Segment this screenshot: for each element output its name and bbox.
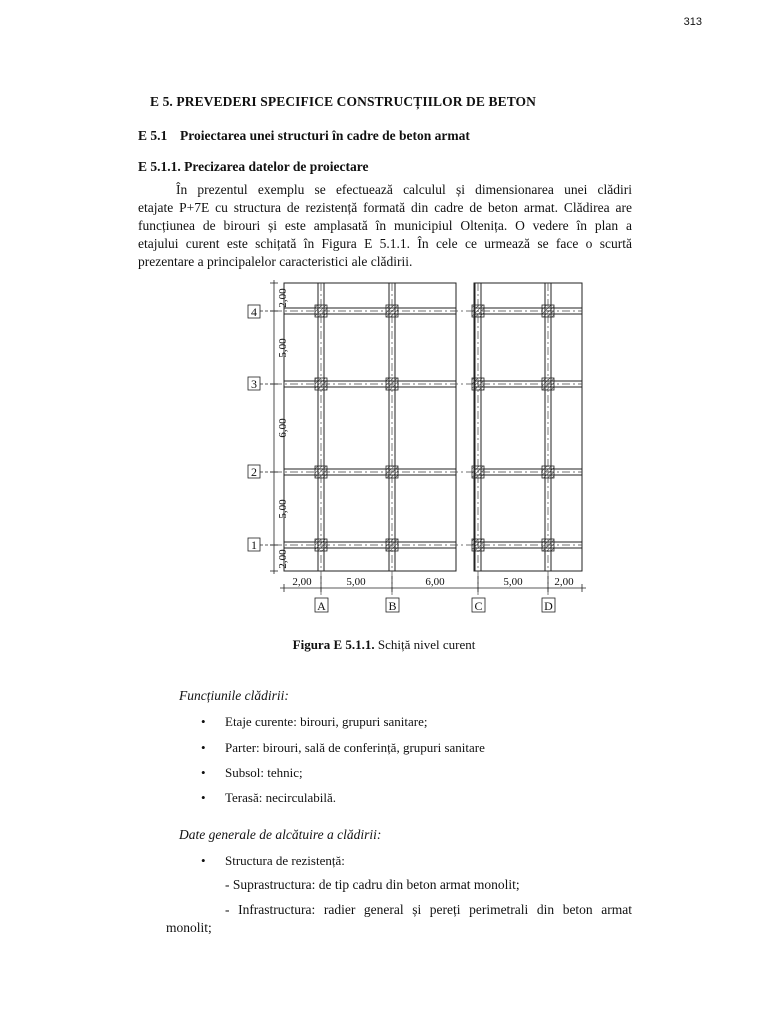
bullet-symbol: •: [201, 765, 206, 780]
section-title: Precizarea datelor de proiectare: [184, 159, 369, 174]
slab-left: [284, 283, 456, 571]
chapter-heading: E 5. PREVEDERI SPECIFICE CONSTRUCȚIILOR DE BETON: [150, 94, 537, 109]
dim-v-4: 5,00: [277, 499, 289, 519]
dim-v-1: 2,00: [277, 288, 289, 308]
column-B4: [386, 305, 398, 317]
column-A4: [315, 305, 327, 317]
general-data-title: Date generale de alcătuire a clădirii:: [179, 827, 382, 842]
column-D3: [542, 378, 554, 390]
beams-vertical: [318, 283, 551, 571]
intro-paragraph: [138, 181, 632, 271]
slab-right: [474, 283, 582, 571]
row-label-4: 4: [251, 305, 257, 319]
dim-v-5: 2,00: [277, 549, 289, 569]
dim-v-3: 6,00: [277, 418, 289, 438]
col-label-B: B: [388, 599, 397, 613]
section-title: Proiectarea unei structuri în cadre de beton armat: [180, 128, 470, 143]
column-D4: [542, 305, 554, 317]
column-C1: [472, 539, 484, 551]
paragraph-line: prezentare a principalelor caracteristici ale clădirii.: [138, 254, 413, 269]
section-number: E 5.1.1.: [138, 159, 181, 174]
list-item-text: Structura de rezistență:: [225, 853, 345, 868]
dim-v-2: 5,00: [277, 338, 289, 358]
paragraph-line: În prezentul exemplu se efectuează calculul și dimensionarea unei clădiri: [176, 182, 632, 197]
column-A1: [315, 539, 327, 551]
functions-title: Funcțiunile clădirii:: [179, 688, 289, 703]
dim-h-3: 6,00: [425, 576, 445, 588]
bullet-symbol: •: [201, 853, 206, 868]
section-heading-5-1: [138, 128, 470, 144]
column-B1: [386, 539, 398, 551]
paragraph-line: funcțiunea de birouri și este amplasată în municipiul Oltenița. O vedere în plan a: [138, 218, 632, 233]
column-A2: [315, 466, 327, 478]
horizontal-dimensions: [292, 576, 574, 588]
row-label-3: 3: [251, 377, 257, 391]
column-D1: [542, 539, 554, 551]
bullet-symbol: •: [201, 740, 206, 755]
paragraph-line: etajului curent este schițată în Figura E 5.1.1. În cele ce urmează se face o scurtă: [138, 236, 632, 251]
column-B2: [386, 466, 398, 478]
col-label-A: A: [317, 599, 326, 613]
section-heading-5-1-1: [138, 159, 368, 175]
infrastructure-paragraph: [166, 901, 632, 937]
floor-plan-figure: [236, 276, 596, 622]
caption-text: Schiță nivel curent: [374, 637, 476, 652]
page-number: 313: [683, 16, 702, 28]
slab-outline: [284, 283, 582, 571]
paragraph-line: monolit;: [166, 920, 212, 935]
dim-h-5: 2,00: [554, 576, 574, 588]
row-axis-labels: [248, 305, 274, 552]
figure-caption: [0, 637, 768, 653]
paragraph-line: - Infrastructura: radier general și pereți perimetrali din beton armat: [225, 902, 632, 917]
dim-h-2: 5,00: [346, 576, 366, 588]
paragraph-line: etajate P+7E cu structura de rezistență formată din cadre de beton armat. Clădirea are: [138, 200, 632, 215]
columns: [315, 305, 554, 551]
column-axis-labels: [315, 598, 555, 613]
row-label-2: 2: [251, 465, 257, 479]
column-A3: [315, 378, 327, 390]
dim-h-1: 2,00: [292, 576, 312, 588]
list-item-text: Subsol: tehnic;: [225, 765, 303, 780]
bullet-symbol: •: [201, 790, 206, 805]
caption-label: Figura E 5.1.1.: [292, 637, 375, 652]
column-D2: [542, 466, 554, 478]
dim-h-4: 5,00: [503, 576, 523, 588]
column-C3: [472, 378, 484, 390]
row-label-1: 1: [251, 538, 257, 552]
list-item-text: Parter: birouri, sală de conferință, grupuri sanitare: [225, 740, 485, 755]
col-label-D: D: [544, 599, 553, 613]
beams-horizontal: [284, 308, 582, 548]
column-C2: [472, 466, 484, 478]
list-item-text: Etaje curente: birouri, grupuri sanitare;: [225, 714, 428, 729]
col-label-C: C: [474, 599, 483, 613]
section-number: E 5.1: [138, 128, 168, 143]
column-C4: [472, 305, 484, 317]
list-item-text: Terasă: necirculabilă.: [225, 790, 336, 805]
vertical-dimensions: [277, 288, 289, 569]
bullet-symbol: •: [201, 714, 206, 729]
floor-plan-drawing: [236, 276, 596, 622]
column-B3: [386, 378, 398, 390]
superstructure-line: - Suprastructura: de tip cadru din beton armat monolit;: [225, 877, 520, 892]
